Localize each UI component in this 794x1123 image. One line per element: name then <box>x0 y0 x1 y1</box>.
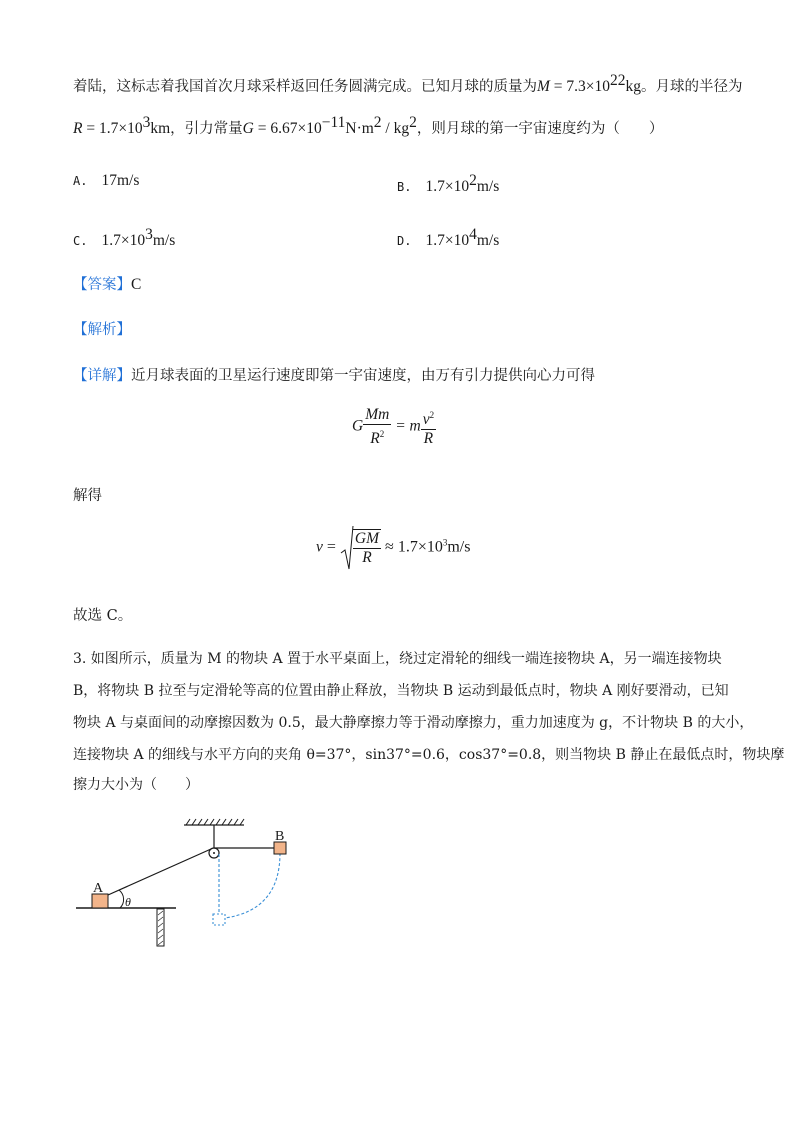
option-c-exponent: 3 <box>145 226 153 243</box>
detail-line <box>73 364 595 385</box>
option-d-exponent: 4 <box>469 226 477 243</box>
detail-tag: 【详解】 <box>73 368 131 384</box>
intro-line-2 <box>73 114 663 138</box>
radius-unit: km <box>150 120 171 137</box>
intro-text-1-end: 。月球的半径为 <box>641 79 743 95</box>
option-c <box>73 226 175 250</box>
sqrt-sign-icon <box>340 525 354 571</box>
formula-velocity <box>316 525 470 571</box>
option-c-value: 1.7×10 <box>101 232 146 249</box>
string-to-a <box>108 849 211 895</box>
option-b <box>397 172 499 196</box>
analysis-tag: 【解析】 <box>73 322 131 338</box>
question3-text-5: 擦力大小为（ ） <box>73 777 199 793</box>
option-d <box>397 226 499 250</box>
label-b: B <box>275 829 285 844</box>
label-a: A <box>93 881 104 896</box>
option-a-letter: A. <box>73 174 88 188</box>
solve-text: 解得 <box>73 488 102 504</box>
formula2-numerator: GM <box>354 530 380 547</box>
question3-line-4 <box>73 744 784 764</box>
radius-value: = 1.7×10 <box>82 120 143 137</box>
option-b-value: 1.7×10 <box>425 178 470 195</box>
intro-text-2: ，引力常量 <box>170 121 243 137</box>
ceiling-hatch <box>186 819 244 825</box>
g-unit-1: N·m <box>345 120 374 137</box>
option-b-exponent: 2 <box>469 172 477 189</box>
block-b-lowest <box>213 914 225 925</box>
intro-text-2-end: ，则月球的第一宇宙速度约为（ ） <box>416 121 664 137</box>
g-exponent: −11 <box>321 114 346 131</box>
formula2-sqrt <box>340 525 381 571</box>
formula1-fraction-1 <box>363 406 391 448</box>
formula1-denominator-exponent: 2 <box>379 429 385 439</box>
intro-line-1 <box>73 72 743 96</box>
question3-line-1 <box>73 648 722 668</box>
table-leg <box>157 909 164 946</box>
option-d-value: 1.7×10 <box>425 232 470 249</box>
formula1-r: R <box>423 430 434 447</box>
g-value: = 6.67×10 <box>253 120 322 137</box>
option-d-unit: m/s <box>476 232 500 249</box>
mass-unit: kg <box>625 78 642 95</box>
question3-text-3: 物块 A 与桌面间的动摩擦因数为 0.5，最大静摩擦力等于滑动摩擦力，重力加速度为 g，不计物块 B 的大小， <box>73 715 754 731</box>
formula1-denominator: R <box>370 430 380 447</box>
formula2-v: v <box>316 538 323 556</box>
choose-line <box>73 604 132 625</box>
angle-arc <box>119 890 124 908</box>
option-d-letter: D. <box>397 234 412 248</box>
option-b-unit: m/s <box>476 178 500 195</box>
option-c-unit: m/s <box>152 232 176 249</box>
radius-exponent: 3 <box>142 114 151 131</box>
formula2-approx-value: ≈ 1.7×10 <box>381 538 443 556</box>
formula1-numerator: Mm <box>365 406 390 423</box>
trajectory-arc <box>225 853 280 918</box>
block-a <box>92 894 108 908</box>
question3-line-3 <box>73 712 753 732</box>
option-a <box>73 172 139 190</box>
mass-exponent: 22 <box>610 72 626 89</box>
g-unit-2-exponent: 2 <box>409 114 417 131</box>
formula1-equals-m: = m <box>391 417 421 435</box>
answer-line <box>73 273 141 294</box>
formula2-exponent: 3 <box>442 537 448 548</box>
formula2-unit: m/s <box>447 538 471 556</box>
analysis-line <box>73 318 131 339</box>
question3-line-2 <box>73 680 729 700</box>
label-theta: θ <box>125 895 131 909</box>
choose-text: 故选 C。 <box>73 608 133 624</box>
radius-symbol: R <box>73 120 83 137</box>
option-c-letter: C. <box>73 234 88 248</box>
formula2-equals: = <box>322 538 340 556</box>
detail-text: 近月球表面的卫星运行速度即第一宇宙速度，由万有引力提供向心力可得 <box>131 368 595 384</box>
mass-symbol: M <box>537 78 550 95</box>
pulley-diagram <box>70 810 310 955</box>
question3-text-2: B，将物块 B 拉至与定滑轮等高的位置由静止释放，当物块 B 运动到最低点时，物块 A 刚好要滑动，已知 <box>73 683 729 699</box>
question3-line-5 <box>73 774 199 794</box>
option-b-letter: B. <box>397 180 412 194</box>
question3-text-1: 3. 如图所示，质量为 M 的物块 A 置于水平桌面上，绕过定滑轮的细线一端连接物块 A，另一端连接物块 <box>73 651 722 667</box>
formula1-v: v <box>422 411 430 428</box>
answer-value: C <box>131 276 142 293</box>
formula2-denominator: R <box>362 549 372 566</box>
g-unit-2: / kg <box>381 120 410 137</box>
formula1-g: G <box>352 417 364 435</box>
solve-line <box>73 484 102 505</box>
g-unit-1-exponent: 2 <box>373 114 382 131</box>
intro-text-1: 着陆，这标志着我国首次月球采样返回任务圆满完成。已知月球的质量为 <box>73 79 537 95</box>
question3-text-4: 连接物块 A 的细线与水平方向的夹角 θ=37°，sin37°=0.6，cos37°=0.8，则当物块 B 静止在最低点时，物块摩 <box>73 747 785 763</box>
mass-value: = 7.3×10 <box>549 78 611 95</box>
option-a-value: 17m/s <box>101 172 140 189</box>
formula-gravity <box>352 406 436 448</box>
answer-tag: 【答案】 <box>73 277 131 293</box>
formula1-v-exponent: 2 <box>429 410 435 420</box>
g-symbol: G <box>242 120 254 137</box>
formula1-fraction-2 <box>421 406 436 448</box>
